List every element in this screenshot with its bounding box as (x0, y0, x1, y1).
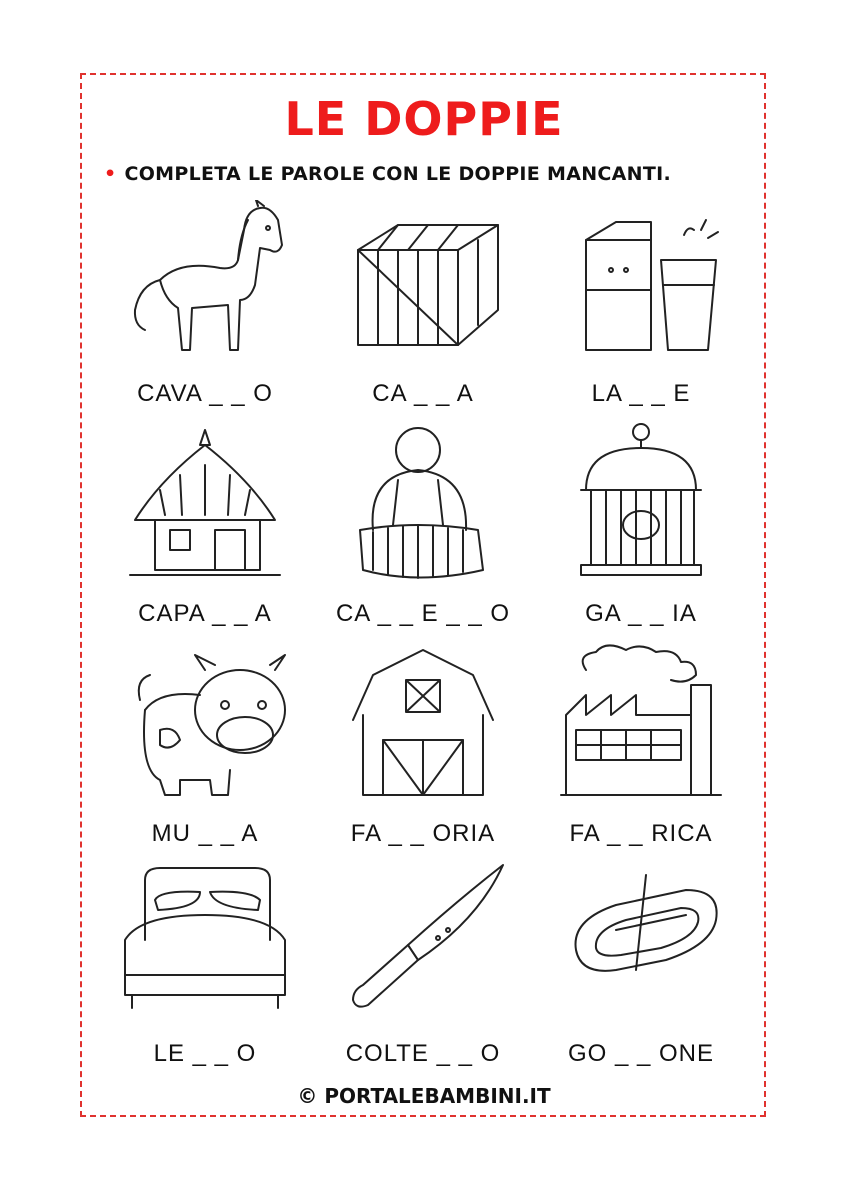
knife-icon (338, 860, 508, 1020)
copyright-footer: © PORTALEBAMBINI.IT (297, 1084, 551, 1108)
bullet-icon: • (104, 163, 117, 185)
word-blank: CAPA _ _ A (138, 600, 272, 627)
factory-icon (556, 640, 726, 800)
milk-icon (556, 200, 726, 360)
word-blank: CA _ _ A (372, 380, 474, 407)
instruction (104, 163, 671, 185)
beanie-icon (338, 420, 508, 580)
hut-icon (120, 420, 290, 580)
exercise-item (100, 200, 300, 420)
exercise-item (536, 860, 736, 1080)
exercise-item (100, 420, 300, 640)
crate-icon (338, 200, 508, 360)
exercise-item (318, 420, 518, 640)
barn-icon (338, 640, 508, 800)
word-blank: GA _ _ IA (585, 600, 697, 627)
word-blank: FA _ _ ORIA (350, 820, 496, 847)
exercise-item (536, 640, 736, 860)
instruction-text: COMPLETA LE PAROLE CON LE DOPPIE MANCANTI. (124, 163, 672, 185)
exercise-item (318, 860, 518, 1080)
word-blank: CA _ _ E _ _ O (335, 600, 511, 627)
bed-icon (120, 860, 290, 1020)
exercise-item (100, 640, 300, 860)
page-title: LE DOPPIE (284, 92, 564, 146)
exercise-item (536, 200, 736, 420)
dinghy-icon (556, 860, 726, 1020)
exercise-item (536, 420, 736, 640)
exercise-item (100, 860, 300, 1080)
birdcage-icon (556, 420, 726, 580)
word-blank: MU _ _ A (151, 820, 259, 847)
horse-icon (120, 200, 290, 360)
cow-icon (120, 640, 290, 800)
exercise-item (318, 640, 518, 860)
word-blank: LE _ _ O (153, 1040, 257, 1067)
word-blank: LA _ _ E (591, 380, 691, 407)
word-blank: FA _ _ RICA (569, 820, 713, 847)
word-blank: CAVA _ _ O (137, 380, 273, 407)
exercise-item (318, 200, 518, 420)
word-blank: GO _ _ ONE (567, 1040, 715, 1067)
word-blank: COLTE _ _ O (345, 1040, 501, 1067)
